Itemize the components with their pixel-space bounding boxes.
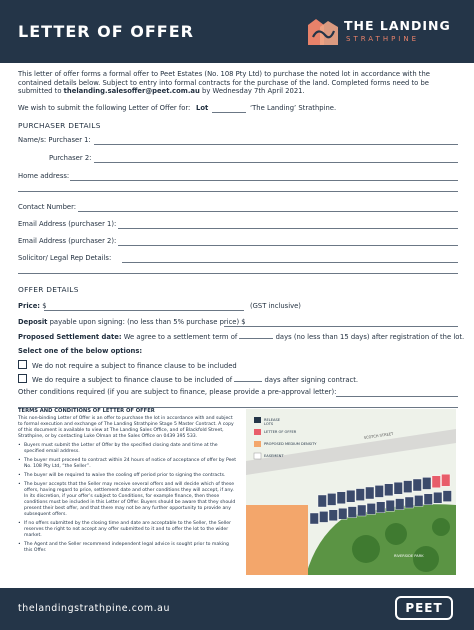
home-address-field[interactable] — [70, 180, 458, 181]
lot-number-field[interactable] — [212, 112, 246, 113]
intro-paragraph: This letter of offer forms a formal offer to Peet Estates (No. 108 Pty Ltd) to purchase the noted lot in accordance with the contained details below. Subject to entry into formal contracts for the purchase of the land. Completed forms need to be submitted to thelanding.salesoffer@peet.com.au by Wednesday 7th April 2021. — [18, 70, 430, 96]
lot-shape — [413, 479, 422, 491]
lot-shape — [423, 477, 432, 489]
terms-bullet: • The buyer must proceed to contract within 24 hours of notice of acceptance of offer by Peet No. 108 Pty Ltd, “the Seller”. — [18, 458, 238, 470]
home-address-row: Home address: — [18, 172, 458, 182]
header-bar — [0, 0, 474, 63]
lot-shape — [328, 493, 337, 505]
lot-shape — [415, 495, 424, 506]
legend-label: PROPOSED MEDIUM DENSITY — [264, 442, 317, 446]
terms-bullet: • The buyer accepts that the Seller may receive several offers and will decide which of these offers, having regard to price, settlement date and other conditions they will accept, if any. In its discretion, if your offer’s subject to Conditions, for example finance, then these conditions must be included in this Letter of Offer. Buyers should be aware that they should present their best offer, and that there may not be any further opportunity to provide any subsequent offers. — [18, 482, 238, 518]
contact-number-field[interactable] — [78, 211, 458, 212]
lot-shape — [318, 495, 327, 507]
purchaser-1-row: Name/s: Purchaser 1: — [18, 136, 458, 146]
terms-bullet: • The Agent and the Seller recommend independent legal advice is sought prior to making this Offer. — [18, 542, 238, 554]
email-1-row: Email Address (purchaser 1): — [18, 220, 458, 230]
lot-shape — [434, 492, 443, 503]
deposit-row: Deposit payable upon signing: (no less than 5% purchase price) $ — [18, 318, 458, 328]
lot-plan-graphic — [246, 409, 456, 575]
settlement-row: Proposed Settlement date: We agree to a settlement term of days (no less than 15 days) after registration of the lot. — [18, 332, 465, 341]
submission-email[interactable]: thelanding.salesoffer@peet.com.au — [63, 87, 200, 96]
lot-shape — [394, 482, 403, 494]
email-2-row: Email Address (purchaser 2): — [18, 237, 458, 247]
lot-shape — [310, 513, 319, 524]
offer-details-heading: OFFER DETAILS — [18, 285, 79, 295]
lot-shape — [337, 492, 346, 504]
lot-shape — [385, 484, 394, 496]
letter-body — [18, 68, 465, 408]
finance-days-field[interactable] — [234, 375, 262, 382]
purchaser-1-field[interactable] — [94, 144, 458, 145]
lot-shape — [339, 508, 348, 519]
release-map — [246, 409, 456, 575]
solicitor-row: Solicitor/ Legal Rep Details: — [18, 254, 458, 264]
other-conditions-row: Other conditions required (if you are subject to finance, please provide a pre-approval letter): — [18, 388, 458, 398]
medium-density-area — [246, 505, 308, 575]
lot-shape — [375, 485, 384, 497]
lot-row: We wish to submit the following Letter of Offer for: Lot ‘The Landing’ Strathpine. — [18, 103, 337, 112]
deposit-field[interactable] — [224, 326, 458, 327]
no-finance-checkbox[interactable] — [18, 360, 27, 369]
lot-shape — [424, 494, 433, 505]
logo-text-the-landing: THE LANDING — [344, 18, 451, 33]
terms-bullet: • The buyer will be required to waive the cooling off period prior to signing the contracts. — [18, 473, 238, 479]
terms-and-conditions — [18, 408, 238, 554]
street-label: SCOTCH STREET — [363, 431, 394, 440]
terms-bullet: • Buyers must submit the Letter of Offer by the specified closing date and time at the specified email address. — [18, 443, 238, 455]
home-address-field-2[interactable] — [18, 191, 458, 192]
lot-shape — [320, 511, 329, 522]
footer-bar — [0, 588, 474, 630]
price-field[interactable] — [44, 310, 244, 311]
email-1-field[interactable] — [118, 228, 458, 229]
solicitor-field[interactable] — [122, 262, 458, 263]
lot-shape — [405, 497, 414, 508]
website-link[interactable]: thelandingstrathpine.com.au — [18, 603, 171, 614]
finance-option-2[interactable]: We do require a subject to finance clause to be included of days after signing contract. — [18, 374, 458, 384]
price-row: Price: $ (GST inclusive) — [18, 301, 301, 310]
lot-shape — [367, 503, 376, 514]
lot-shape — [432, 476, 441, 488]
finance-option-1[interactable]: We do not require a subject to finance clause to be included — [18, 360, 458, 370]
finance-checkbox[interactable] — [18, 374, 27, 383]
page-title: LETTER OF OFFER — [18, 22, 194, 41]
lot-shape — [442, 474, 451, 486]
lot-label: Lot — [196, 103, 209, 112]
logo-text-strathpine: STRATHPINE — [346, 35, 420, 43]
solicitor-field-2[interactable] — [18, 273, 458, 274]
legend-label: LOTS — [264, 422, 274, 426]
other-conditions-field[interactable] — [336, 396, 458, 397]
park-label: RIVERSIDE PARK — [394, 554, 424, 558]
terms-intro: This non-binding Letter of Offer is an offer to purchase the lot in accordance with and subject to formal execution and exchange of The Landing Strathpine Stage 5 Master Contract. A copy of this document is available to view at The Landing Sales Office, and of Blackfold Street, Strathpine, or by contacting Luke Olman at the Sales Office on 0439 395 533. — [18, 416, 234, 439]
lot-shape — [404, 481, 413, 493]
contact-number-row: Contact Number: — [18, 203, 458, 213]
legend-label: LETTER OF OFFER — [264, 430, 297, 434]
lot-shape — [347, 490, 356, 502]
terms-bullet: • If no offers submitted by the closing time and date are acceptable to the Seller, the Seller reserves the right to not accept any offer submitted to it and to offer the lot to the wider market. — [18, 521, 238, 539]
purchaser-details-heading: PURCHASER DETAILS — [18, 120, 101, 130]
legend-label: EASEMENT — [264, 454, 284, 458]
lot-shape — [329, 510, 338, 521]
lot-shape — [348, 507, 357, 518]
select-options-label: Select one of the below options: — [18, 346, 143, 355]
purchaser-2-row: Purchaser 2: — [18, 154, 458, 164]
lot-shape — [356, 489, 365, 501]
the-landing-logo — [306, 15, 456, 49]
lot-shape — [358, 505, 367, 516]
email-2-field[interactable] — [118, 245, 458, 246]
purchaser-2-field[interactable] — [94, 162, 458, 163]
settlement-days-field[interactable] — [239, 332, 273, 339]
lot-shape — [377, 502, 386, 513]
lot-shape — [443, 491, 452, 502]
peet-logo: PEET — [395, 596, 453, 620]
terms-title: TERMS AND CONDITIONS OF LETTER OF OFFER — [18, 408, 155, 414]
legend-label: RELEASE — [264, 418, 281, 422]
lot-shape — [386, 500, 395, 511]
lot-shape — [366, 487, 375, 499]
lot-shape — [396, 499, 405, 510]
landing-logo-icon — [306, 17, 340, 47]
